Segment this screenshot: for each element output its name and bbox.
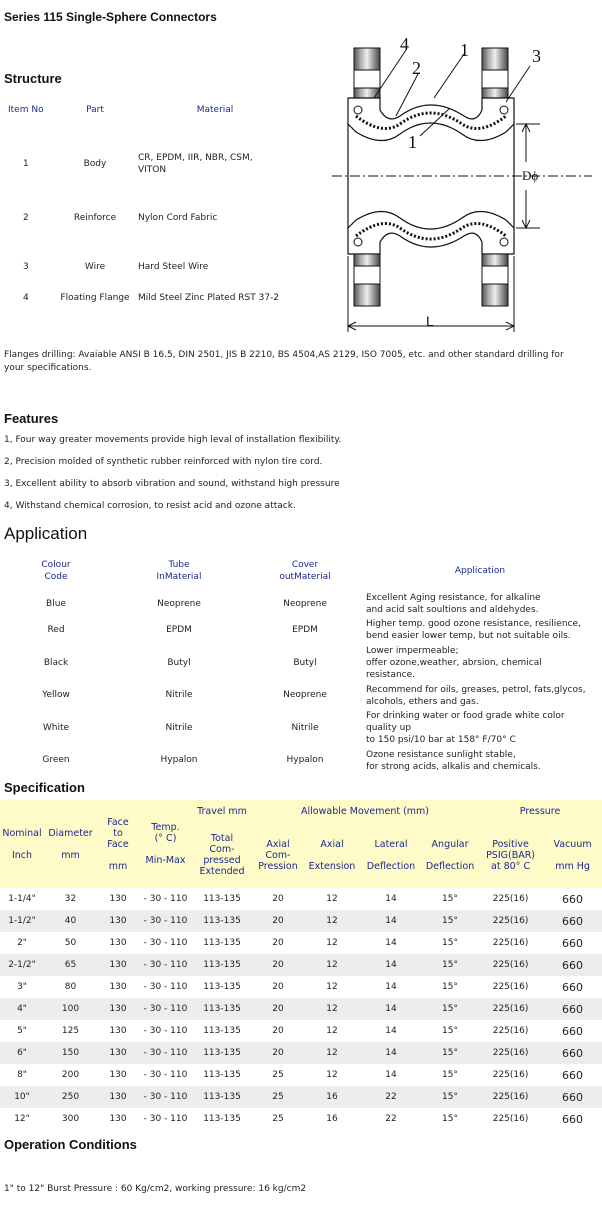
app-cover: Hypalon bbox=[286, 755, 324, 765]
label-4: 4 bbox=[400, 36, 409, 54]
header-line: Nominal bbox=[2, 827, 42, 839]
spec-cell: 20 bbox=[252, 910, 304, 932]
lower-left-bolt bbox=[354, 254, 380, 306]
spec-cell: 40 bbox=[44, 910, 97, 932]
spec-cell: 225(16) bbox=[478, 888, 543, 910]
spec-group-movement: Allowable Movement (mm) bbox=[252, 800, 478, 822]
spec-group-pressure: Pressure bbox=[478, 800, 602, 822]
spec-cell: 1-1/4" bbox=[0, 888, 44, 910]
lower-right-bolt bbox=[482, 254, 508, 306]
spec-cell: 15° bbox=[422, 932, 478, 954]
spec-cell: 15° bbox=[422, 954, 478, 976]
spec-cell: 113-135 bbox=[192, 1086, 252, 1108]
spec-cell: 660 bbox=[543, 1042, 602, 1064]
spec-header-travel bbox=[192, 822, 252, 888]
spec-cell: 14 bbox=[360, 976, 422, 998]
spec-cell: 130 bbox=[97, 998, 139, 1020]
app-colour: Green bbox=[42, 755, 70, 765]
spec-header-vacuum bbox=[543, 822, 602, 888]
app-description bbox=[366, 592, 541, 616]
app-line: resistance. bbox=[366, 670, 416, 680]
spec-cell: 14 bbox=[360, 954, 422, 976]
app-tube: EPDM bbox=[166, 625, 192, 635]
label-2: 2 bbox=[412, 58, 421, 78]
operation-text: 1" to 12" Burst Pressure : 60 Kg/cm2, working pressure: 16 kg/cm2 bbox=[4, 1184, 307, 1194]
header-line: Tube bbox=[168, 560, 190, 570]
spec-header-face bbox=[97, 800, 139, 888]
app-line: offer ozone,weather, abrsion, chemical bbox=[366, 658, 542, 668]
spec-cell: 660 bbox=[543, 1108, 602, 1130]
spec-cell: 65 bbox=[44, 954, 97, 976]
spec-cell: 15° bbox=[422, 998, 478, 1020]
operation-heading: Operation Conditions bbox=[4, 1137, 137, 1152]
header-line: mm bbox=[61, 849, 80, 861]
app-line: to 150 psi/10 bar at 158° F/70° C bbox=[366, 735, 516, 745]
spec-cell: 300 bbox=[44, 1108, 97, 1130]
spec-cell: - 30 - 110 bbox=[139, 1108, 192, 1130]
header-line: mm bbox=[108, 860, 128, 872]
app-cover: Butyl bbox=[293, 658, 317, 668]
header-line: Pression bbox=[258, 860, 298, 872]
structure-header-part: Part bbox=[86, 105, 104, 115]
spec-cell: 150 bbox=[44, 1042, 97, 1064]
header-line: Temp. bbox=[151, 822, 180, 833]
spec-cell: 130 bbox=[97, 910, 139, 932]
spec-cell: 5" bbox=[0, 1020, 44, 1042]
spec-cell: 12 bbox=[304, 1020, 360, 1042]
spec-cell: 113-135 bbox=[192, 910, 252, 932]
spec-cell: 14 bbox=[360, 1042, 422, 1064]
app-line: for strong acids, alkalis and chemicals. bbox=[366, 762, 541, 772]
spec-cell: - 30 - 110 bbox=[139, 888, 192, 910]
label-3: 3 bbox=[532, 46, 541, 66]
header-line: Total bbox=[210, 833, 234, 844]
specification-heading: Specification bbox=[4, 780, 85, 795]
spec-row bbox=[0, 1020, 602, 1042]
spec-cell: - 30 - 110 bbox=[139, 1042, 192, 1064]
spec-cell: 25 bbox=[252, 1108, 304, 1130]
app-line: alcohols, ethers and gas. bbox=[366, 697, 479, 707]
header-line bbox=[0, 839, 44, 850]
spec-cell: 225(16) bbox=[478, 998, 543, 1020]
spec-cell: 12 bbox=[304, 1064, 360, 1086]
flanges-note-line: your specifications. bbox=[4, 363, 92, 373]
spec-cell: 12 bbox=[304, 1042, 360, 1064]
spec-cell: 130 bbox=[97, 1086, 139, 1108]
header-line: Code bbox=[44, 572, 68, 582]
app-colour: Yellow bbox=[42, 690, 70, 700]
spec-cell: 20 bbox=[252, 954, 304, 976]
connector-drawing bbox=[330, 36, 602, 338]
spec-cell: 113-135 bbox=[192, 1042, 252, 1064]
spec-cell: 113-135 bbox=[192, 1020, 252, 1042]
header-line bbox=[543, 850, 602, 861]
spec-cell: 12 bbox=[304, 932, 360, 954]
spec-cell: - 30 - 110 bbox=[139, 1020, 192, 1042]
spec-cell: 660 bbox=[543, 1086, 602, 1108]
spec-cell: - 30 - 110 bbox=[139, 1086, 192, 1108]
spec-cell: 22 bbox=[360, 1086, 422, 1108]
structure-row-material bbox=[138, 152, 253, 176]
spec-cell: 16 bbox=[304, 1108, 360, 1130]
spec-cell: 1-1/2" bbox=[0, 910, 44, 932]
structure-row-material: Nylon Cord Fabric bbox=[138, 213, 218, 223]
app-line: Higher temp. good ozone resistance, resilience, bbox=[366, 619, 581, 629]
app-tube: Nitrile bbox=[165, 690, 193, 700]
spec-cell: 14 bbox=[360, 1064, 422, 1086]
app-line: Recommend for oils, greases, petrol, fats,glycos, bbox=[366, 685, 586, 695]
header-line: Inch bbox=[11, 849, 33, 861]
label-1-inner: 1 bbox=[408, 132, 417, 152]
spec-cell: 14 bbox=[360, 910, 422, 932]
header-line: mm Hg bbox=[555, 860, 590, 872]
spec-cell: 15° bbox=[422, 888, 478, 910]
spec-cell: 113-135 bbox=[192, 1108, 252, 1130]
header-line bbox=[304, 850, 360, 861]
header-line bbox=[422, 850, 478, 861]
spec-cell: 50 bbox=[44, 932, 97, 954]
feature-item: 3, Excellent ability to absorb vibration and sound, withstand high pressure bbox=[4, 479, 340, 489]
app-line: For drinking water or food grade white color bbox=[366, 711, 565, 721]
spec-cell: 130 bbox=[97, 954, 139, 976]
structure-row-material: Hard Steel Wire bbox=[138, 262, 209, 272]
header-line: to bbox=[113, 827, 123, 839]
spec-cell: 113-135 bbox=[192, 1064, 252, 1086]
structure-heading: Structure bbox=[4, 71, 62, 86]
spec-row bbox=[0, 1086, 602, 1108]
app-cover: Nitrile bbox=[291, 723, 319, 733]
spec-cell: 12 bbox=[304, 888, 360, 910]
spec-cell: 3" bbox=[0, 976, 44, 998]
header-line: Colour bbox=[41, 560, 71, 570]
spec-cell: 14 bbox=[360, 1020, 422, 1042]
header-line: InMaterial bbox=[156, 572, 202, 582]
upper-left-bolt bbox=[354, 48, 380, 98]
app-tube: Hypalon bbox=[160, 755, 198, 765]
spec-cell: 14 bbox=[360, 998, 422, 1020]
spec-cell: 130 bbox=[97, 1064, 139, 1086]
header-line: Min-Max bbox=[145, 855, 186, 866]
spec-cell: - 30 - 110 bbox=[139, 932, 192, 954]
header-line bbox=[97, 850, 139, 861]
header-line: Deflection bbox=[366, 860, 416, 872]
spec-cell: 10" bbox=[0, 1086, 44, 1108]
spec-cell: 225(16) bbox=[478, 932, 543, 954]
spec-cell: 15° bbox=[422, 1086, 478, 1108]
spec-row bbox=[0, 954, 602, 976]
header-line: at 80° C bbox=[491, 860, 531, 872]
structure-row-part: Reinforce bbox=[73, 213, 117, 223]
app-cover: EPDM bbox=[292, 625, 318, 635]
spec-cell: 14 bbox=[360, 888, 422, 910]
app-line: bend easier lower temp, but not suitable oils. bbox=[366, 631, 571, 641]
material-line: VITON bbox=[138, 165, 167, 175]
structure-header-material: Material bbox=[196, 105, 234, 115]
spec-row bbox=[0, 1108, 602, 1130]
app-cover: Neoprene bbox=[283, 599, 327, 609]
spec-cell: 113-135 bbox=[192, 888, 252, 910]
wire-circle bbox=[354, 238, 362, 246]
header-line: Face bbox=[107, 816, 129, 828]
spec-cell: 12 bbox=[304, 954, 360, 976]
app-tube: Nitrile bbox=[165, 723, 193, 733]
app-line: quality up bbox=[366, 723, 412, 733]
spec-cell: - 30 - 110 bbox=[139, 910, 192, 932]
spec-cell: 130 bbox=[97, 1020, 139, 1042]
app-description bbox=[366, 618, 581, 642]
spec-cell: 225(16) bbox=[478, 1086, 543, 1108]
header-line: Axial bbox=[266, 838, 290, 850]
feature-item: 4, Withstand chemical corrosion, to resist acid and ozone attack. bbox=[4, 501, 296, 511]
spec-cell: 225(16) bbox=[478, 1064, 543, 1086]
app-line: Lower impermeable; bbox=[366, 646, 459, 656]
spec-cell: 22 bbox=[360, 1108, 422, 1130]
spec-cell: 20 bbox=[252, 932, 304, 954]
spec-cell: 225(16) bbox=[478, 1108, 543, 1130]
header-line: Lateral bbox=[374, 838, 408, 850]
spec-row bbox=[0, 888, 602, 910]
spec-cell: 130 bbox=[97, 1108, 139, 1130]
structure-row-no: 2 bbox=[23, 213, 29, 223]
spec-cell: 660 bbox=[543, 998, 602, 1020]
application-header-cover bbox=[260, 559, 350, 583]
app-cover: Neoprene bbox=[283, 690, 327, 700]
spec-row bbox=[0, 998, 602, 1020]
features-heading: Features bbox=[4, 411, 59, 426]
spec-row bbox=[0, 932, 602, 954]
spec-header-lateral bbox=[360, 822, 422, 888]
structure-row-no: 4 bbox=[23, 293, 29, 303]
dim-l-label: L bbox=[426, 313, 434, 329]
structure-row-no: 1 bbox=[23, 159, 29, 169]
structure-row-part: Body bbox=[83, 159, 107, 169]
spec-cell: 660 bbox=[543, 888, 602, 910]
spec-header-diameter bbox=[44, 800, 97, 888]
spec-cell: 225(16) bbox=[478, 954, 543, 976]
spec-cell: 225(16) bbox=[478, 976, 543, 998]
header-line: Com- bbox=[209, 844, 235, 855]
spec-cell: 660 bbox=[543, 976, 602, 998]
spec-cell: 12" bbox=[0, 1108, 44, 1130]
lower-sphere bbox=[348, 211, 514, 254]
spec-cell: 15° bbox=[422, 910, 478, 932]
spec-header-angular bbox=[422, 822, 478, 888]
header-line: Axial bbox=[320, 838, 344, 850]
app-description bbox=[366, 710, 565, 746]
header-line: Vacuum bbox=[553, 838, 592, 850]
structure-row-part: Floating Flange bbox=[60, 293, 130, 303]
header-line bbox=[44, 839, 97, 850]
upper-sphere bbox=[348, 98, 514, 141]
spec-cell: 225(16) bbox=[478, 1042, 543, 1064]
header-line bbox=[139, 844, 192, 855]
spec-cell: 20 bbox=[252, 976, 304, 998]
spec-cell: 225(16) bbox=[478, 910, 543, 932]
material-line: CR, EPDM, IIR, NBR, CSM, bbox=[138, 153, 253, 163]
header-line: outMaterial bbox=[279, 572, 331, 582]
app-tube: Neoprene bbox=[157, 599, 201, 609]
header-line bbox=[360, 850, 422, 861]
spec-header-temp bbox=[139, 800, 192, 888]
header-line: Extension bbox=[308, 860, 356, 872]
structure-row-material: Mild Steel Zinc Plated RST 37-2 bbox=[138, 293, 280, 303]
structure-header-item-no: Item No bbox=[8, 105, 44, 115]
spec-header-nominal bbox=[0, 800, 44, 888]
app-description bbox=[366, 684, 586, 708]
application-heading: Application bbox=[4, 524, 88, 543]
spec-cell: 130 bbox=[97, 932, 139, 954]
spec-group-travel: Travel mm bbox=[192, 800, 252, 822]
flanges-note-line: Flanges drilling: Avaiable ANSI B 16.5, DIN 2501, JIS B 2210, BS 4504,AS 2129, ISO 7005, etc. and other standard drilling for bbox=[4, 350, 564, 360]
flanges-note bbox=[4, 349, 602, 375]
header-line: Face bbox=[107, 838, 129, 850]
app-description bbox=[366, 749, 541, 773]
spec-cell: - 30 - 110 bbox=[139, 976, 192, 998]
upper-right-bolt bbox=[482, 48, 508, 98]
spec-cell: 15° bbox=[422, 1042, 478, 1064]
label-1: 1 bbox=[460, 40, 469, 60]
app-colour: Black bbox=[43, 658, 69, 668]
wire-circle bbox=[500, 106, 508, 114]
header-line: Diameter bbox=[48, 827, 93, 839]
spec-cell: 15° bbox=[422, 1064, 478, 1086]
spec-cell: 16 bbox=[304, 1086, 360, 1108]
spec-cell: 660 bbox=[543, 910, 602, 932]
spec-cell: 20 bbox=[252, 1020, 304, 1042]
spec-header-axial-ext bbox=[304, 822, 360, 888]
spec-cell: 130 bbox=[97, 976, 139, 998]
spec-cell: 15° bbox=[422, 1020, 478, 1042]
spec-cell: 14 bbox=[360, 932, 422, 954]
app-description bbox=[366, 645, 542, 681]
app-line: and acid salt soultions and aldehydes. bbox=[366, 605, 539, 615]
page-title: Series 115 Single-Sphere Connectors bbox=[4, 10, 217, 24]
wire-circle bbox=[500, 238, 508, 246]
feature-item: 1, Four way greater movements provide high leval of installation flexibility. bbox=[4, 435, 342, 445]
spec-cell: 660 bbox=[543, 932, 602, 954]
spec-row bbox=[0, 1042, 602, 1064]
header-line: (° C) bbox=[154, 833, 177, 844]
spec-cell: 113-135 bbox=[192, 976, 252, 998]
spec-cell: 25 bbox=[252, 1086, 304, 1108]
spec-row bbox=[0, 976, 602, 998]
header-line: Deflection bbox=[425, 860, 475, 872]
spec-cell: 80 bbox=[44, 976, 97, 998]
dim-d-label: Dϕ bbox=[522, 168, 539, 183]
app-line: Excellent Aging resistance, for alkaline bbox=[366, 593, 541, 603]
spec-cell: 6" bbox=[0, 1042, 44, 1064]
wire-circle bbox=[354, 106, 362, 114]
spec-row bbox=[0, 1064, 602, 1086]
header-line: Angular bbox=[431, 838, 469, 850]
spec-cell: 113-135 bbox=[192, 932, 252, 954]
spec-cell: 15° bbox=[422, 976, 478, 998]
spec-header-positive bbox=[478, 822, 543, 888]
spec-cell: 125 bbox=[44, 1020, 97, 1042]
spec-cell: 130 bbox=[97, 888, 139, 910]
spec-cell: 12 bbox=[304, 976, 360, 998]
spec-cell: 660 bbox=[543, 1020, 602, 1042]
spec-cell: 12 bbox=[304, 998, 360, 1020]
spec-cell: - 30 - 110 bbox=[139, 998, 192, 1020]
spec-cell: 4" bbox=[0, 998, 44, 1020]
spec-cell: 225(16) bbox=[478, 1020, 543, 1042]
header-line: Cover bbox=[291, 560, 319, 570]
app-line: Ozone resistance sunlight stable, bbox=[366, 750, 516, 760]
structure-row-part: Wire bbox=[84, 262, 106, 272]
structure-row-no: 3 bbox=[23, 262, 29, 272]
spec-cell: 25 bbox=[252, 1064, 304, 1086]
spec-cell: - 30 - 110 bbox=[139, 954, 192, 976]
spec-cell: 12 bbox=[304, 910, 360, 932]
spec-cell: 660 bbox=[543, 954, 602, 976]
application-header-tube bbox=[134, 559, 224, 583]
spec-cell: 2-1/2" bbox=[0, 954, 44, 976]
spec-cell: 8" bbox=[0, 1064, 44, 1086]
header-line: pressed bbox=[203, 855, 241, 866]
spec-cell: 660 bbox=[543, 1064, 602, 1086]
spec-cell: 250 bbox=[44, 1086, 97, 1108]
feature-item: 2, Precision molded of synthetic rubber reinforced with nylon tire cord. bbox=[4, 457, 323, 467]
spec-cell: 100 bbox=[44, 998, 97, 1020]
spec-cell: 200 bbox=[44, 1064, 97, 1086]
spec-cell: - 30 - 110 bbox=[139, 1064, 192, 1086]
spec-cell: 113-135 bbox=[192, 998, 252, 1020]
app-colour: White bbox=[42, 723, 70, 733]
spec-cell: 15° bbox=[422, 1108, 478, 1130]
specification-table bbox=[0, 800, 602, 1130]
spec-cell: 20 bbox=[252, 888, 304, 910]
app-colour: Red bbox=[47, 625, 65, 635]
application-header-colour bbox=[16, 559, 96, 583]
spec-cell: 20 bbox=[252, 998, 304, 1020]
spec-cell: 2" bbox=[0, 932, 44, 954]
spec-cell: 32 bbox=[44, 888, 97, 910]
header-line: Positive bbox=[492, 838, 529, 850]
spec-header-axial-comp bbox=[252, 822, 304, 888]
spec-cell: 130 bbox=[97, 1042, 139, 1064]
header-line: Com- bbox=[265, 849, 291, 861]
application-header-app: Application bbox=[454, 566, 506, 576]
app-colour: Blue bbox=[46, 599, 66, 609]
spec-row bbox=[0, 910, 602, 932]
spec-cell: 20 bbox=[252, 1042, 304, 1064]
app-tube: Butyl bbox=[167, 658, 191, 668]
header-line: Extended bbox=[199, 866, 245, 877]
header-line: PSIG(BAR) bbox=[486, 849, 536, 861]
spec-cell: 113-135 bbox=[192, 954, 252, 976]
